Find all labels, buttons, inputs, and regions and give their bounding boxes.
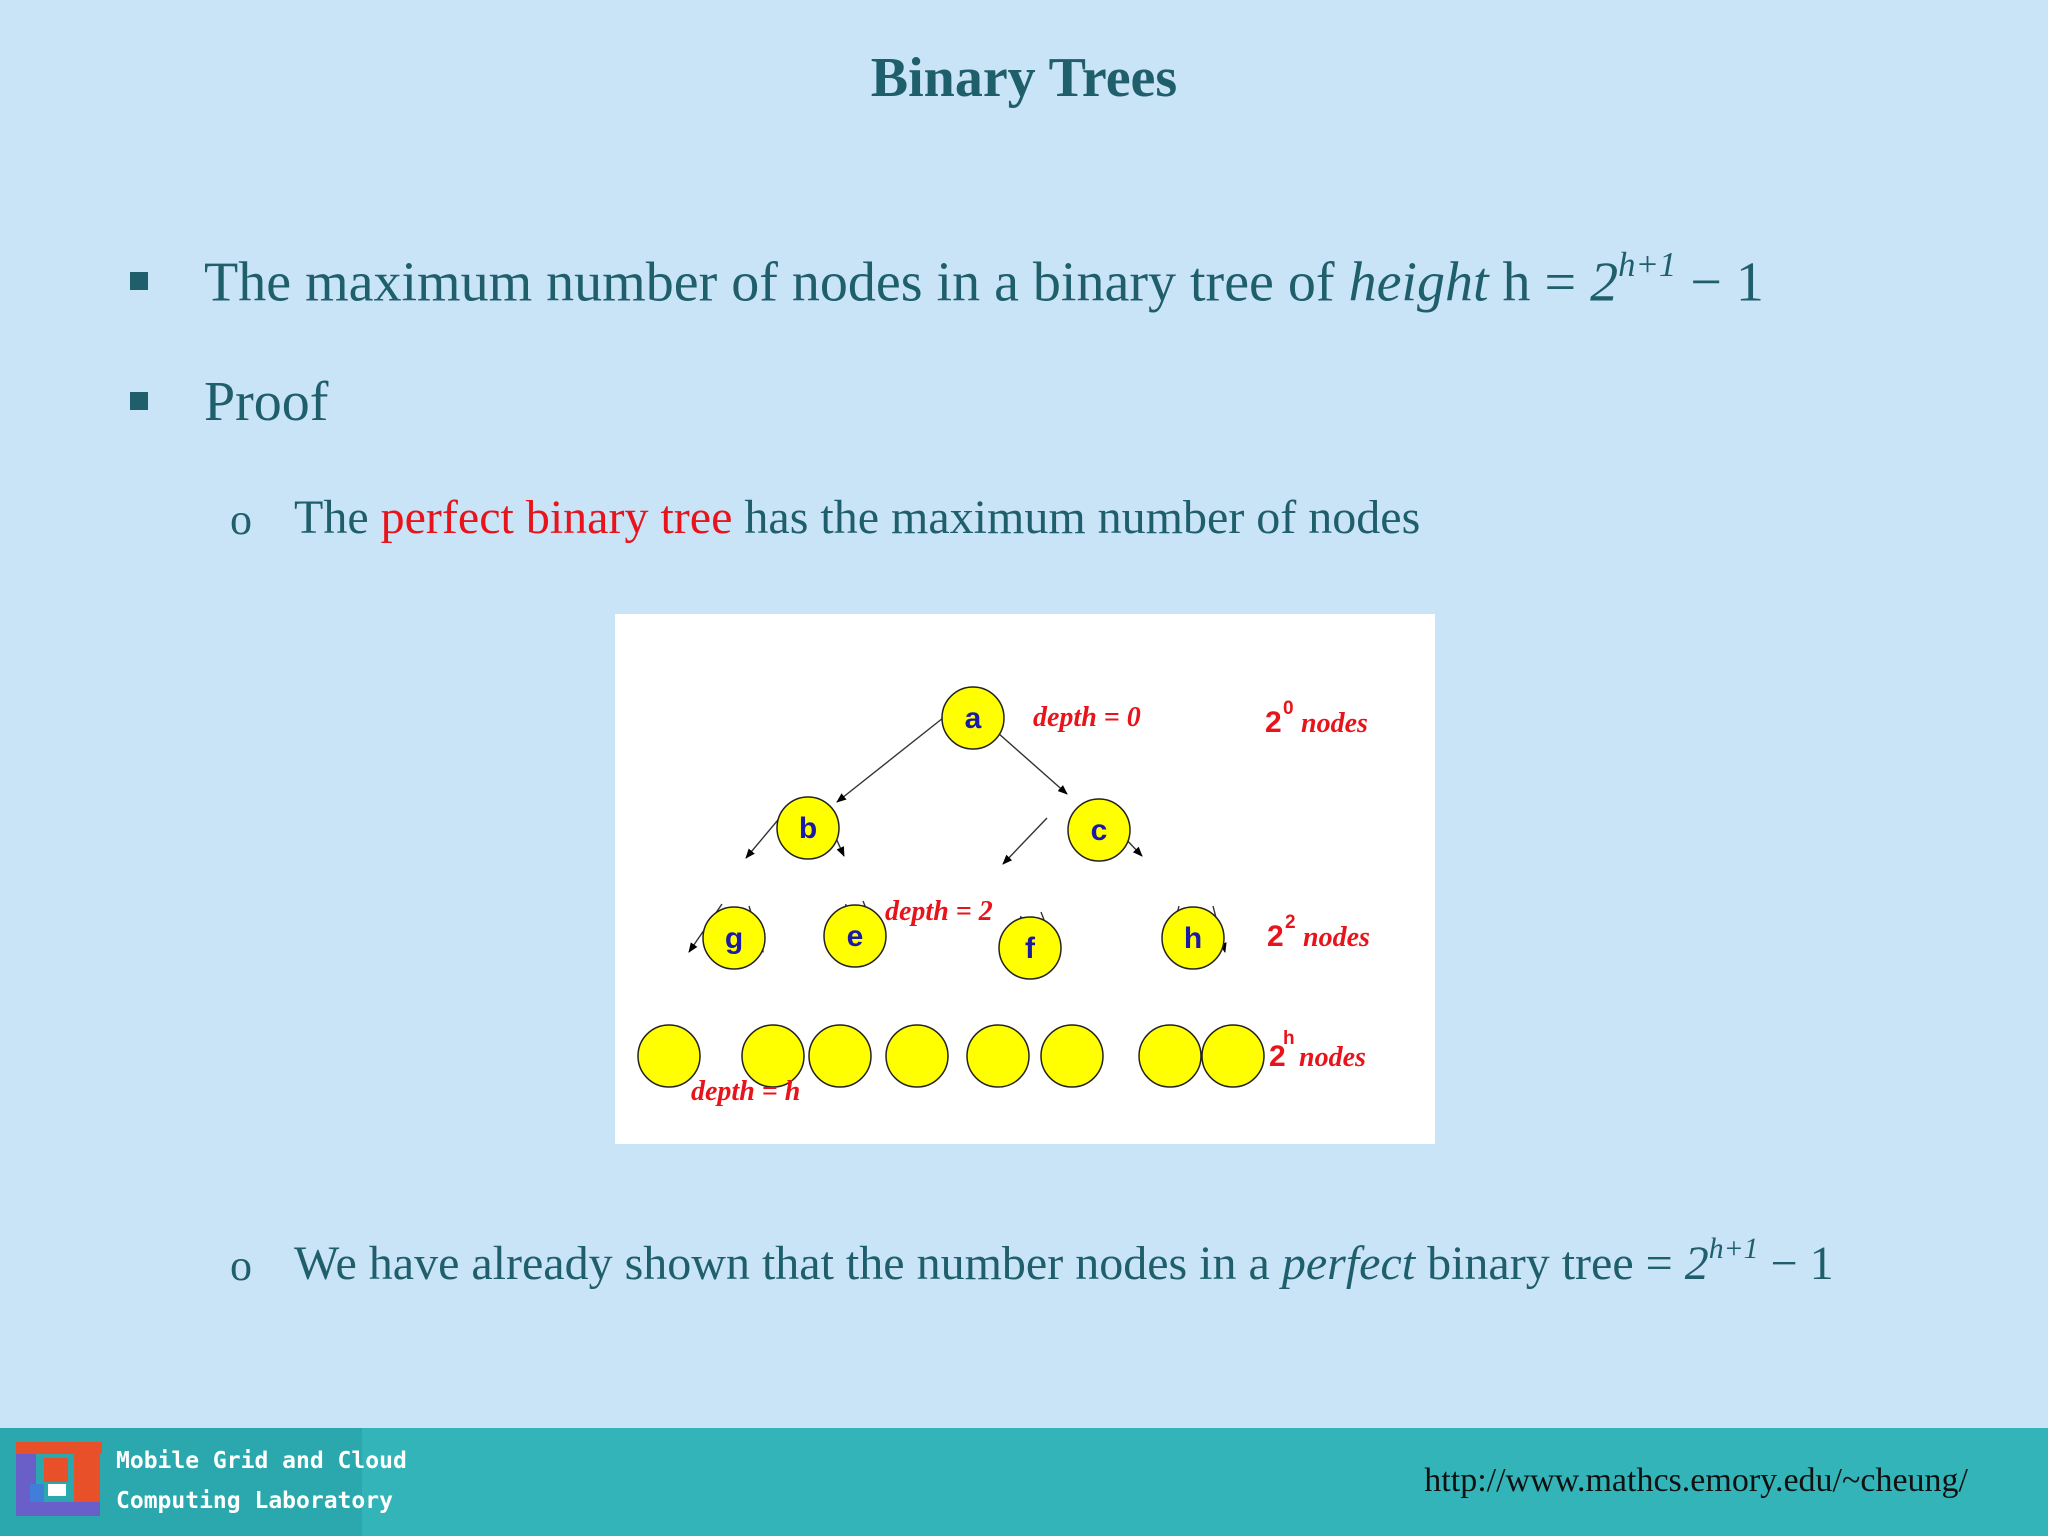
- sub-bullet-already-shown: [294, 1231, 1834, 1291]
- height-word: height: [1348, 251, 1489, 314]
- sub-bullet-perfect-tree: [294, 490, 1420, 545]
- depth-h-label: depth = h: [691, 1076, 801, 1107]
- node-count-labels: [1265, 698, 1370, 1073]
- bullet-max-nodes-text: The maximum number of nodes in a binary tree of: [204, 251, 1349, 314]
- depth-2-label: depth = 2: [885, 896, 993, 927]
- leaf-node: [1041, 1025, 1103, 1087]
- bullet-max-nodes: [204, 244, 1764, 315]
- count-h-base: 2: [1269, 1040, 1286, 1073]
- slide-title: Binary Trees: [870, 47, 1178, 109]
- slide-footer: [0, 1428, 2048, 1536]
- count-0-exp: 0: [1283, 698, 1294, 719]
- count-h-exp: h: [1283, 1028, 1295, 1049]
- node-label-h: h: [1183, 922, 1203, 955]
- count-0-word: nodes: [1301, 708, 1368, 739]
- footer-url: http://www.mathcs.emory.edu/~cheung/: [1424, 1462, 1968, 1499]
- count-2-base: 2: [1267, 920, 1284, 953]
- lab-logo: [0, 1428, 407, 1536]
- depth-0-label: depth = 0: [1033, 702, 1141, 733]
- node-label-g: g: [724, 922, 744, 955]
- node-label-f: f: [1025, 932, 1035, 965]
- formula-exponent: h+1: [1618, 244, 1677, 284]
- count-2-exp: 2: [1285, 912, 1296, 933]
- sub2-exponent: h+1: [1708, 1231, 1759, 1265]
- lab-name-line1: Mobile Grid and Cloud: [116, 1448, 407, 1474]
- perfect-binary-tree-highlight: perfect binary tree: [380, 491, 733, 544]
- tree-nodes: [638, 687, 1264, 1087]
- sub2-suffix: − 1: [1758, 1237, 1834, 1290]
- leaf-node: [886, 1025, 948, 1087]
- sub2-base: 2: [1684, 1237, 1709, 1290]
- node-label-e: e: [846, 920, 864, 953]
- perfect-binary-tree-diagram: [615, 614, 1435, 1144]
- leaf-node: [967, 1025, 1029, 1087]
- bullet-proof: Proof: [204, 371, 329, 433]
- leaf-node: [1139, 1025, 1201, 1087]
- bullet-square: [130, 392, 148, 410]
- sub-bullet-marker: o: [230, 1241, 252, 1290]
- node-label-b: b: [798, 812, 818, 845]
- node-label-a: a: [964, 702, 982, 735]
- bullet-square: [130, 272, 148, 290]
- sub-bullet-marker: o: [230, 495, 252, 544]
- tree-svg: [615, 614, 1435, 1144]
- sub2-pre: We have already shown that the number nodes in a: [294, 1237, 1282, 1290]
- formula-prefix: h =: [1488, 251, 1591, 314]
- leaf-node: [1202, 1025, 1264, 1087]
- lab-logo-icon: [0, 1428, 110, 1536]
- sub1-pre: The: [294, 491, 381, 544]
- formula-suffix: − 1: [1676, 251, 1764, 314]
- sub2-post: binary tree =: [1415, 1237, 1685, 1290]
- count-2-word: nodes: [1303, 922, 1370, 953]
- lab-name-line2: Computing Laboratory: [116, 1488, 393, 1514]
- sub1-post: has the maximum number of nodes: [732, 491, 1421, 544]
- perfect-word: perfect: [1281, 1237, 1416, 1290]
- count-0-base: 2: [1265, 706, 1282, 739]
- formula-base: 2: [1590, 251, 1619, 314]
- node-label-c: c: [1090, 814, 1108, 847]
- leaf-node: [809, 1025, 871, 1087]
- count-h-word: nodes: [1299, 1042, 1366, 1073]
